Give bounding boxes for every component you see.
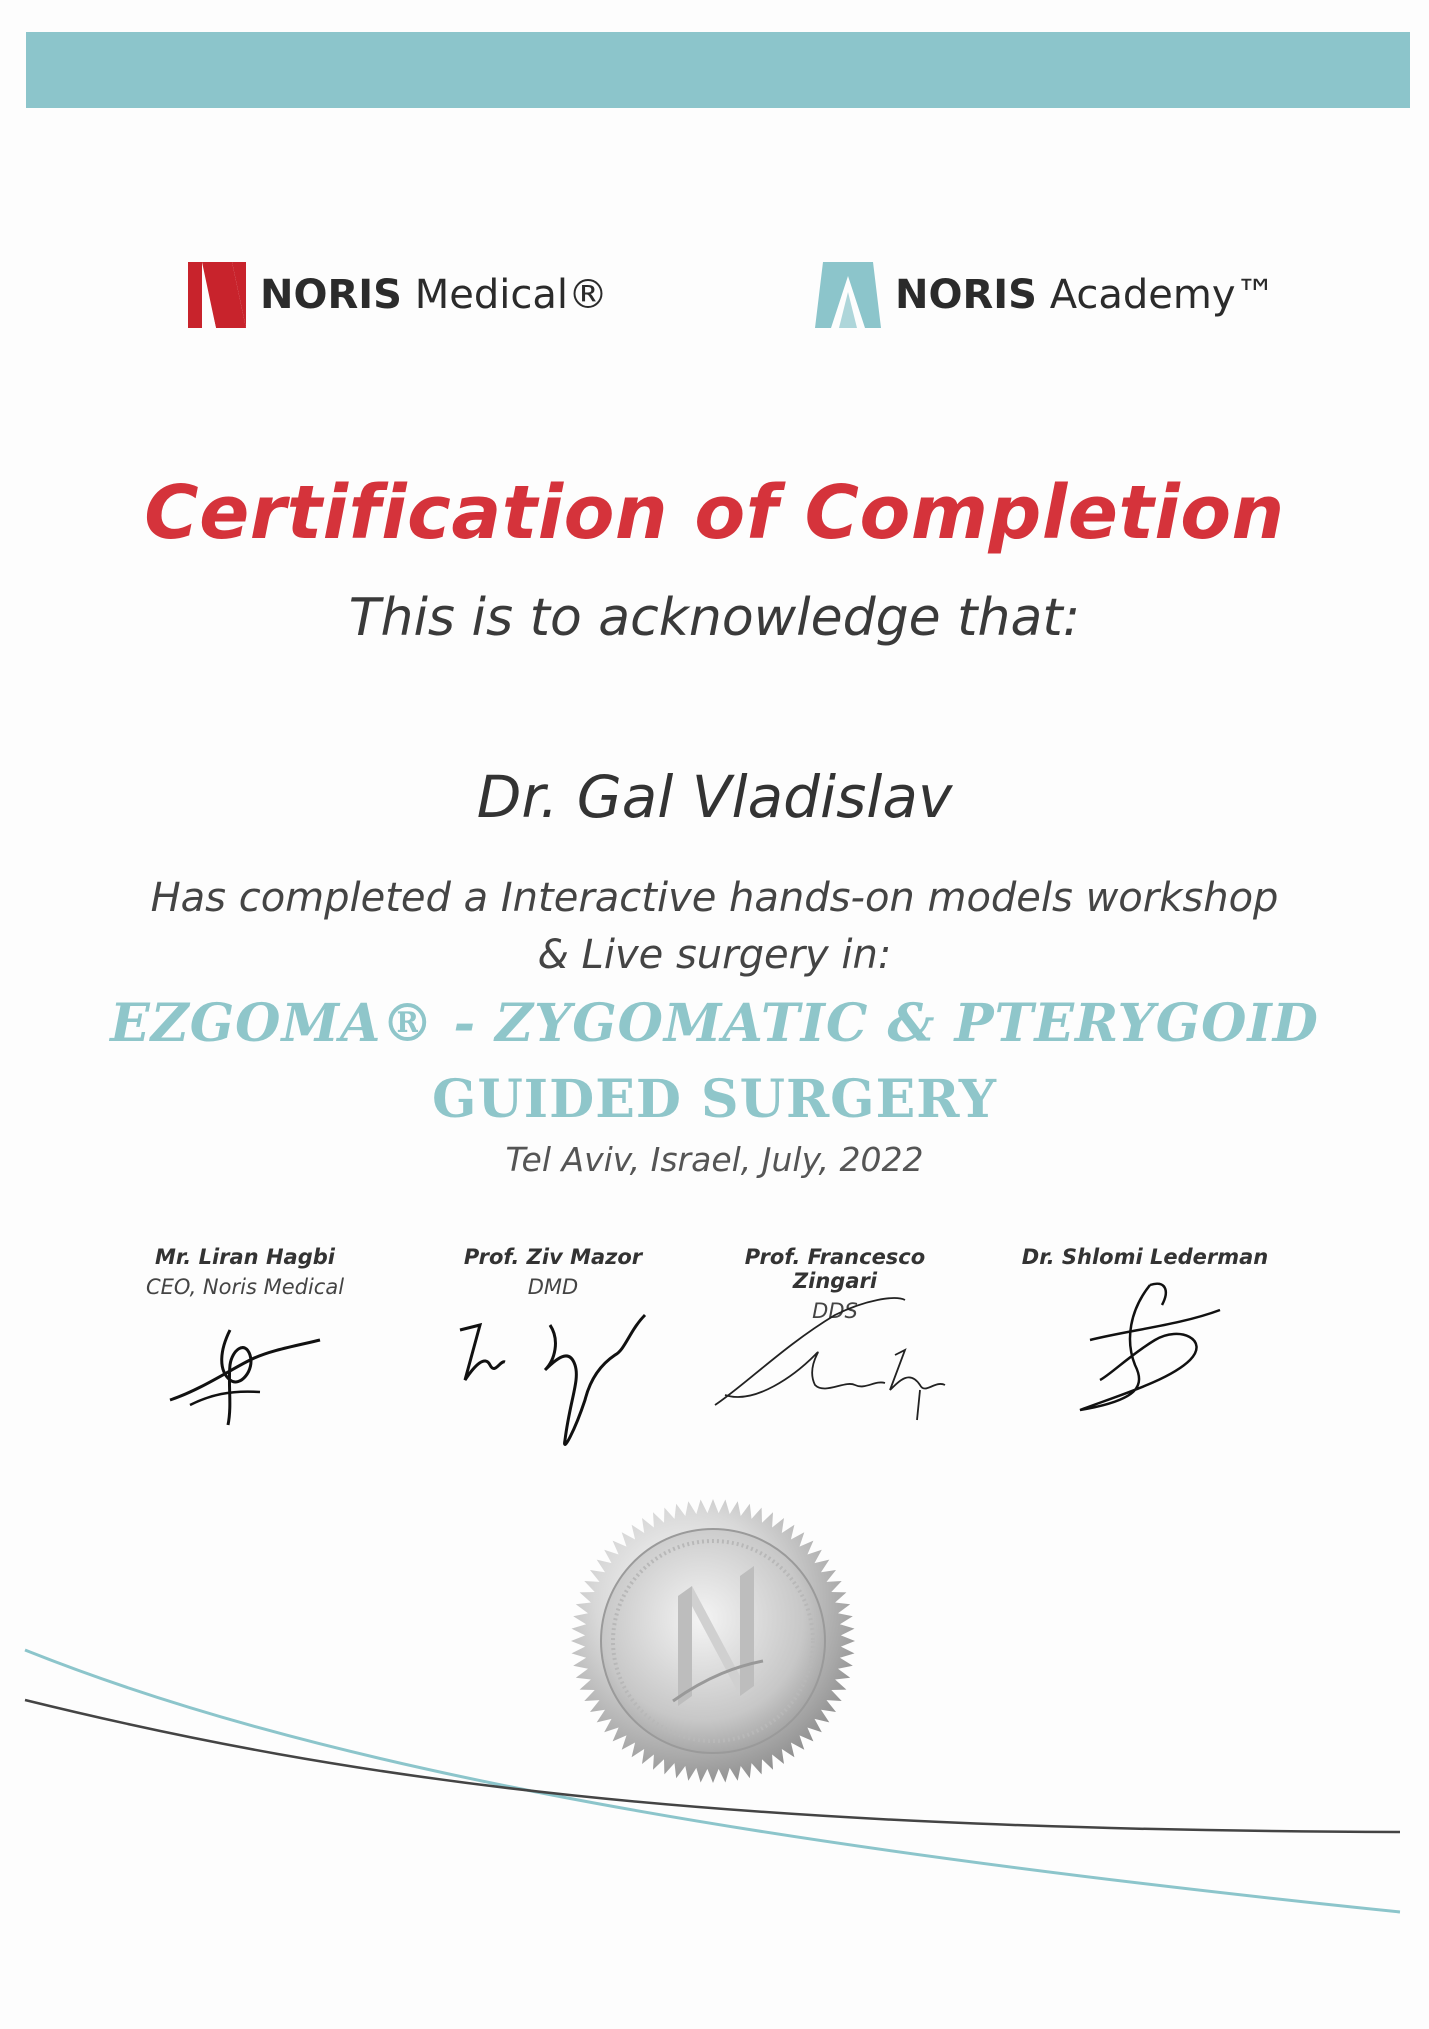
signatory-role: DMD bbox=[527, 1275, 579, 1299]
course-title-line-1: EZGOMA® - ZYGOMATIC & PTERYGOID bbox=[110, 993, 1319, 1054]
recipient-name: Dr. Gal Vladislav bbox=[476, 763, 953, 831]
noris-academy-brand: NORIS bbox=[895, 272, 1037, 318]
acknowledge-text: This is to acknowledge that: bbox=[348, 588, 1081, 648]
silver-seal bbox=[568, 1496, 858, 1786]
signatory-name: Prof. Francesco Zingari bbox=[744, 1245, 926, 1293]
signatory-name: Prof. Ziv Mazor bbox=[463, 1245, 643, 1269]
signatory-role: CEO, Noris Medical bbox=[145, 1275, 345, 1299]
certificate-title: Certification of Completion bbox=[144, 470, 1285, 556]
signatory-name: Mr. Liran Hagbi bbox=[155, 1245, 335, 1269]
description-line-1: Has completed a Interactive hands-on models workshop bbox=[150, 875, 1279, 921]
course-title-line-2: GUIDED SURGERY bbox=[432, 1069, 997, 1130]
noris-medical-suffix: Medical® bbox=[414, 272, 608, 318]
description-line-2: & Live surgery in: bbox=[537, 932, 892, 978]
noris-academy-suffix: Academy™ bbox=[1049, 272, 1276, 318]
signatory-name: Dr. Shlomi Lederman bbox=[1021, 1245, 1269, 1269]
signatory-role: DDS bbox=[812, 1299, 858, 1323]
noris-medical-brand: NORIS bbox=[260, 272, 402, 318]
location-date: Tel Aviv, Israel, July, 2022 bbox=[505, 1140, 924, 1179]
